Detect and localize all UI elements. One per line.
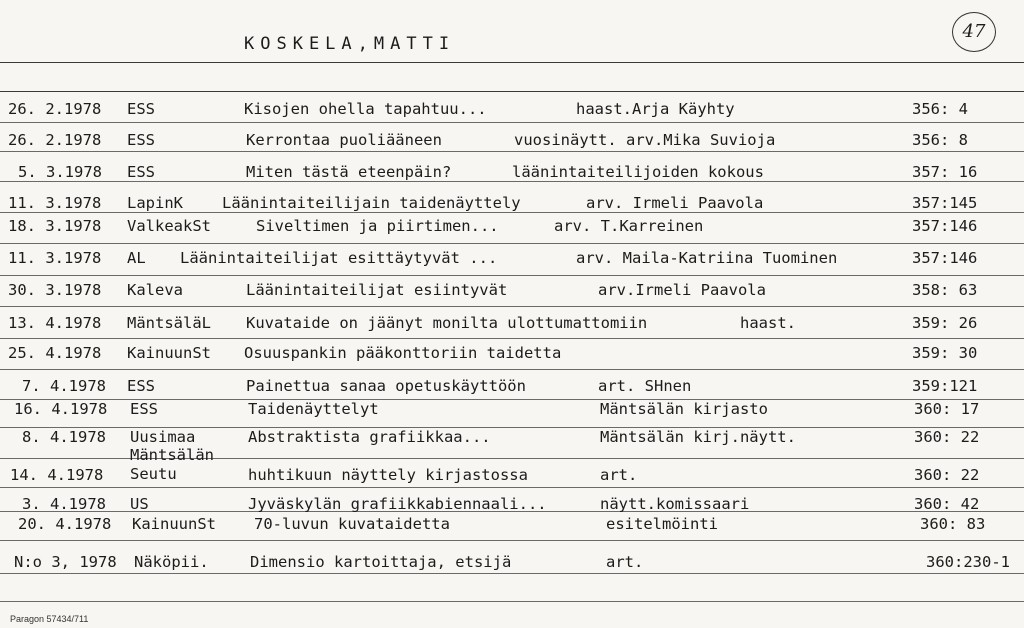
row-title: Abstraktista grafiikkaa... bbox=[248, 428, 491, 446]
row-title: Jyväskylän grafiikkabiennaali... bbox=[248, 495, 547, 513]
row-title: Kuvataide on jäänyt monilta ulottumattomiin bbox=[246, 314, 648, 332]
row-source: Kaleva bbox=[127, 281, 183, 299]
row-title: Kisojen ohella tapahtuu... bbox=[244, 100, 487, 118]
row-ref: 359:121 bbox=[912, 377, 978, 395]
row-source: ESS bbox=[127, 131, 155, 149]
rule bbox=[0, 62, 1024, 63]
row-date: 16. 4.1978 bbox=[14, 400, 108, 418]
row-source: MäntsäläL bbox=[127, 314, 211, 332]
rule bbox=[0, 151, 1024, 152]
row-title: Siveltimen ja piirtimen... bbox=[256, 217, 499, 235]
row-date: 25. 4.1978 bbox=[8, 344, 102, 362]
row-title: Dimensio kartoittaja, etsijä bbox=[250, 553, 512, 571]
rule bbox=[0, 306, 1024, 307]
card-number: 47 bbox=[952, 12, 996, 52]
row-note: näytt.komissaari bbox=[600, 495, 750, 513]
row-note: haast.Arja Käyhty bbox=[576, 100, 735, 118]
row-date: 20. 4.1978 bbox=[18, 515, 112, 533]
row-note: art. SHnen bbox=[598, 377, 692, 395]
row-ref: 360: 22 bbox=[914, 428, 980, 446]
row-note: esitelmöinti bbox=[606, 515, 718, 533]
printer-imprint: Paragon 57434/711 bbox=[10, 614, 89, 624]
row-ref: 359: 30 bbox=[912, 344, 978, 362]
row-source: ESS bbox=[130, 400, 158, 418]
row-ref: 360:230-1 bbox=[926, 553, 1010, 571]
rule bbox=[0, 243, 1024, 244]
row-title: Läänintaiteilijain taidenäyttely bbox=[222, 194, 521, 212]
row-note: arv. T.Karreinen bbox=[554, 217, 704, 235]
row-note: läänintaiteilijoiden kokous bbox=[512, 163, 764, 181]
row-note: arv. Maila-Katriina Tuominen bbox=[576, 249, 838, 267]
row-date: 5. 3.1978 bbox=[18, 163, 102, 181]
row-ref: 360: 42 bbox=[914, 495, 980, 513]
rule bbox=[0, 338, 1024, 339]
row-note: art. bbox=[600, 466, 638, 484]
row-ref: 359: 26 bbox=[912, 314, 978, 332]
row-source: ValkeakSt bbox=[127, 217, 211, 235]
row-date: 14. 4.1978 bbox=[10, 466, 104, 484]
row-date: 3. 4.1978 bbox=[22, 495, 106, 513]
row-source: LapinK bbox=[127, 194, 183, 212]
row-ref: 357:146 bbox=[912, 217, 978, 235]
row-note: Mäntsälän kirj.näytt. bbox=[600, 428, 796, 446]
row-title: Kerrontaa puoliääneen bbox=[246, 131, 442, 149]
rule bbox=[0, 601, 1024, 602]
row-date: 11. 3.1978 bbox=[8, 249, 102, 267]
row-date: 8. 4.1978 bbox=[22, 428, 106, 446]
rule bbox=[0, 487, 1024, 488]
row-ref: 360: 83 bbox=[920, 515, 986, 533]
row-title: Osuuspankin pääkonttoriin taidetta bbox=[244, 344, 562, 362]
row-ref: 356: 4 bbox=[912, 100, 968, 118]
row-date: 30. 3.1978 bbox=[8, 281, 102, 299]
row-source: KainuunSt bbox=[127, 344, 211, 362]
row-date: 18. 3.1978 bbox=[8, 217, 102, 235]
rule bbox=[0, 573, 1024, 574]
row-source: KainuunSt bbox=[132, 515, 216, 533]
row-ref: 358: 63 bbox=[912, 281, 978, 299]
row-source: Mäntsälän Seutu bbox=[130, 446, 214, 483]
row-title: huhtikuun näyttely kirjastossa bbox=[248, 466, 528, 484]
row-date: 7. 4.1978 bbox=[22, 377, 106, 395]
row-date: 11. 3.1978 bbox=[8, 194, 102, 212]
row-title: Painettua sanaa opetuskäyttöön bbox=[246, 377, 526, 395]
row-ref: 357:145 bbox=[912, 194, 978, 212]
row-title: 70-luvun kuvataidetta bbox=[254, 515, 450, 533]
row-source: AL bbox=[127, 249, 146, 267]
row-source: ESS bbox=[127, 377, 155, 395]
row-ref: 356: 8 bbox=[912, 131, 968, 149]
row-date: 13. 4.1978 bbox=[8, 314, 102, 332]
row-ref: 360: 17 bbox=[914, 400, 980, 418]
row-ref: 357: 16 bbox=[912, 163, 978, 181]
row-title: Taidenäyttelyt bbox=[248, 400, 379, 418]
person-name: KOSKELA,MATTI bbox=[244, 34, 456, 54]
row-note: Mäntsälän kirjasto bbox=[600, 400, 768, 418]
row-note: arv. Irmeli Paavola bbox=[586, 194, 764, 212]
row-title: Miten tästä eteenpäin? bbox=[246, 163, 452, 181]
row-source: ESS bbox=[127, 163, 155, 181]
row-source: ESS bbox=[127, 100, 155, 118]
rule bbox=[0, 91, 1024, 92]
row-note: vuosinäytt. arv.Mika Suvioja bbox=[514, 131, 776, 149]
row-source: US bbox=[130, 495, 149, 513]
rule bbox=[0, 122, 1024, 123]
row-title: Läänintaiteilijat esittäytyvät ... bbox=[180, 249, 498, 267]
row-ref: 360: 22 bbox=[914, 466, 980, 484]
row-title: Läänintaiteilijat esiintyvät bbox=[246, 281, 508, 299]
row-note: haast. bbox=[740, 314, 796, 332]
row-date: N:o 3, 1978 bbox=[14, 553, 117, 571]
row-ref: 357:146 bbox=[912, 249, 978, 267]
rule bbox=[0, 212, 1024, 213]
rule bbox=[0, 540, 1024, 541]
row-source: Uusimaa bbox=[130, 428, 196, 446]
row-source: Näköpii. bbox=[134, 553, 209, 571]
row-note: art. bbox=[606, 553, 644, 571]
row-date: 26. 2.1978 bbox=[8, 131, 102, 149]
rule bbox=[0, 181, 1024, 182]
row-note: arv.Irmeli Paavola bbox=[598, 281, 766, 299]
row-date: 26. 2.1978 bbox=[8, 100, 102, 118]
rule bbox=[0, 275, 1024, 276]
rule bbox=[0, 369, 1024, 370]
